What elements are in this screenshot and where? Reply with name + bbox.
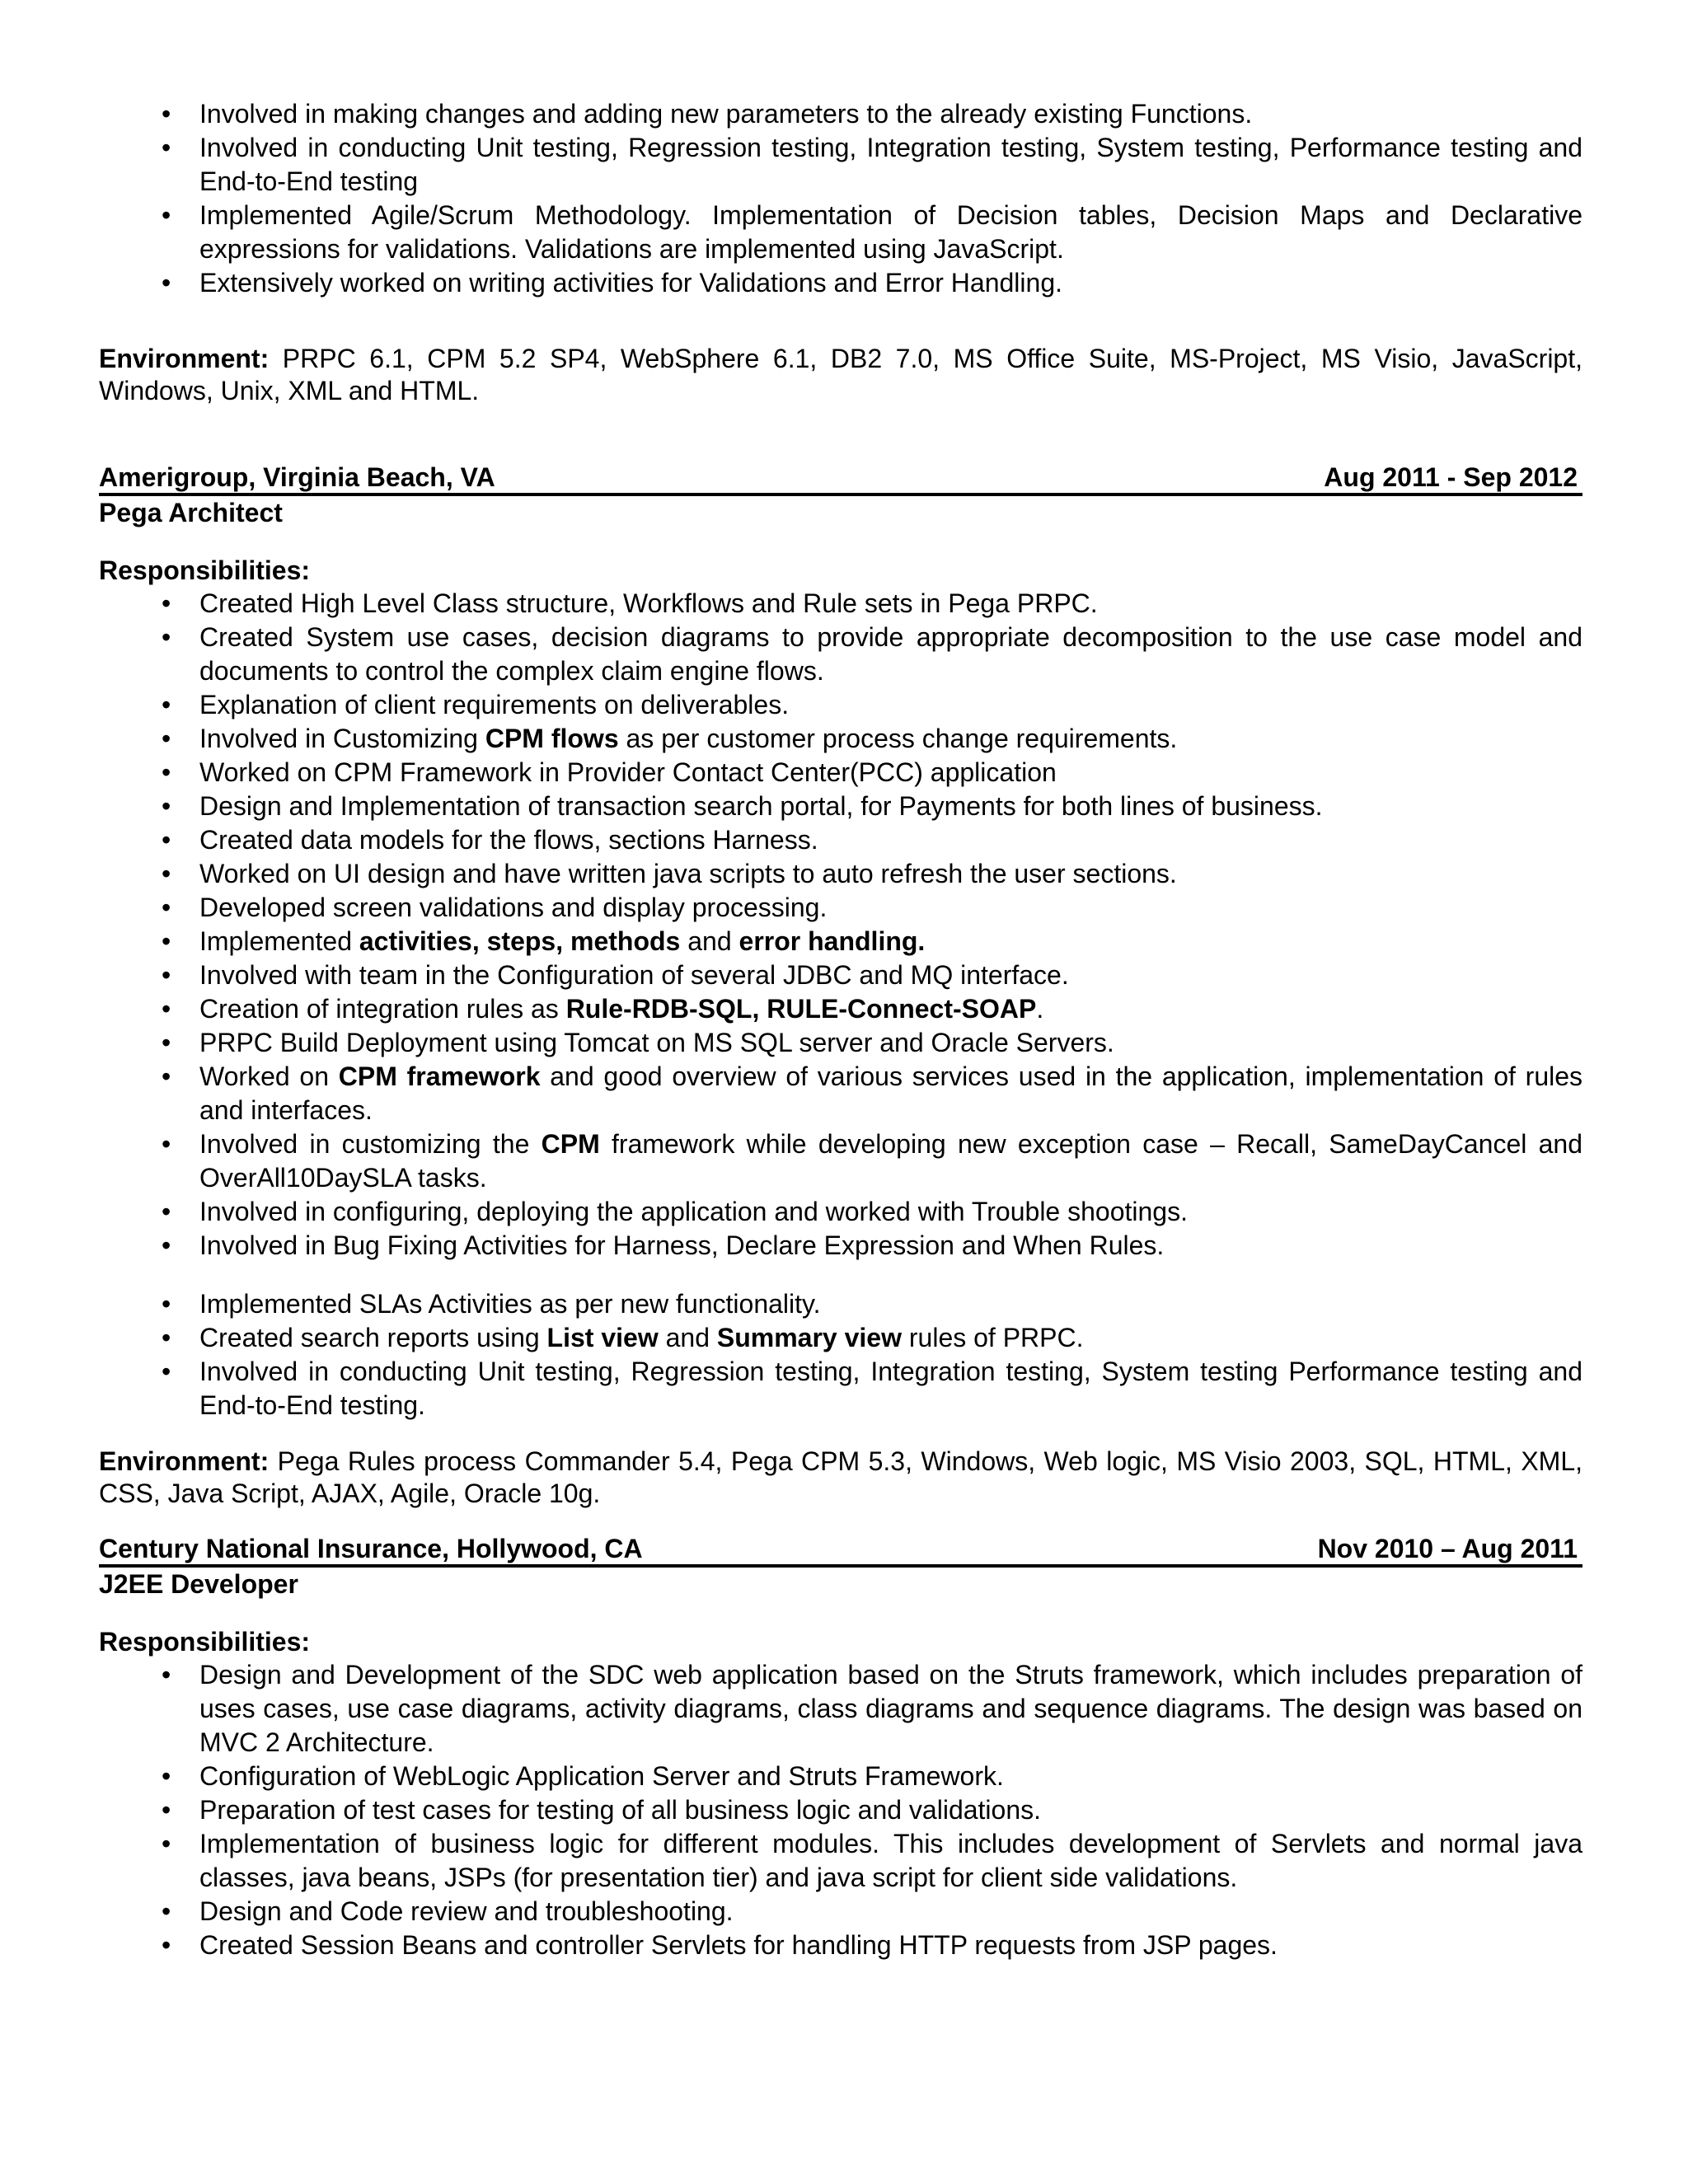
bullet-item: • Design and Code review and troubleshooting. xyxy=(99,1895,1582,1929)
company-name: Century National Insurance, Hollywood, CA xyxy=(99,1534,643,1563)
job1-bullet-list-a xyxy=(99,587,1582,1263)
bullet-item: • Involved in making changes and adding new parameters to the already existing Functions. xyxy=(99,97,1582,131)
bullet-item: • Worked on CPM Framework in Provider Contact Center(PCC) application xyxy=(99,756,1582,790)
bullet-item: • Involved in conducting Unit testing, Regression testing, Integration testing, System testing, Performance testing and End-to-End testing xyxy=(99,131,1582,199)
bullet-item: • Involved in Bug Fixing Activities for Harness, Declare Expression and When Rules. xyxy=(99,1229,1582,1263)
environment-label: Environment: xyxy=(99,1446,270,1476)
bullet-item: • Created Session Beans and controller Servlets for handling HTTP requests from JSP pages. xyxy=(99,1929,1582,1962)
bullet-item: • Created System use cases, decision diagrams to provide appropriate decomposition to the use case model and documents to control the complex claim engine flows. xyxy=(99,621,1582,688)
bullet-item: • Involved in configuring, deploying the application and worked with Trouble shootings. xyxy=(99,1195,1582,1229)
bullet-item: • Design and Development of the SDC web application based on the Struts framework, which includes preparation of uses cases, use case diagrams, activity diagrams, class diagrams and sequence diagrams. The design was based on MVC 2 Architecture. xyxy=(99,1658,1582,1760)
bullet-item: • Involved in Customizing CPM flows as per customer process change requirements. xyxy=(99,722,1582,756)
bullet-item: • Worked on UI design and have written java scripts to auto refresh the user sections. xyxy=(99,857,1582,891)
bullet-item: • Implemented SLAs Activities as per new functionality. xyxy=(99,1287,1582,1321)
environment-2 xyxy=(99,1446,1582,1510)
bullet-item: • Implemented Agile/Scrum Methodology. Implementation of Decision tables, Decision Maps and Declarative expressions for validations. Validations are implemented using JavaScript. xyxy=(99,199,1582,266)
job1-bullet-list-b xyxy=(99,1287,1582,1422)
job-dates: Aug 2011 - Sep 2012 xyxy=(1324,462,1578,492)
responsibilities-heading: Responsibilities: xyxy=(99,1627,311,1657)
bullet-item: • Explanation of client requirements on deliverables. xyxy=(99,688,1582,722)
environment-label: Environment: xyxy=(99,344,270,373)
job-dates: Nov 2010 – Aug 2011 xyxy=(1317,1534,1578,1563)
bullet-item: • Involved with team in the Configuration of several JDBC and MQ interface. xyxy=(99,958,1582,992)
bullet-item: • Created data models for the flows, sections Harness. xyxy=(99,823,1582,857)
bullet-item: • PRPC Build Deployment using Tomcat on MS SQL server and Oracle Servers. xyxy=(99,1026,1582,1060)
job2-bullet-list xyxy=(99,1658,1582,1962)
environment-1 xyxy=(99,343,1582,407)
resume-page xyxy=(99,97,1582,1962)
bullet-item: • Involved in customizing the CPM framework while developing new exception case – Recall, SameDayCancel and OverAll10DaySLA tasks. xyxy=(99,1127,1582,1195)
top-bullet-list xyxy=(99,97,1582,300)
bullet-item: • Design and Implementation of transaction search portal, for Payments for both lines of business. xyxy=(99,790,1582,823)
bullet-item: • Worked on CPM framework and good overview of various services used in the application, implementation of rules and interfaces. xyxy=(99,1060,1582,1127)
bullet-item: • Implementation of business logic for different modules. This includes development of Servlets and normal java classes, java beans, JSPs (for presentation tier) and java script for client side validations. xyxy=(99,1827,1582,1895)
bullet-item: • Implemented activities, steps, methods and error handling. xyxy=(99,925,1582,958)
job-header-century-national xyxy=(99,1533,1582,1568)
bullet-item: • Preparation of test cases for testing of all business logic and validations. xyxy=(99,1793,1582,1827)
bullet-item: • Created search reports using List view and Summary view rules of PRPC. xyxy=(99,1321,1582,1355)
responsibilities-heading: Responsibilities: xyxy=(99,555,311,585)
bullet-item: • Created High Level Class structure, Workflows and Rule sets in Pega PRPC. xyxy=(99,587,1582,621)
job-title: Pega Architect xyxy=(99,498,283,527)
bullet-item: • Creation of integration rules as Rule-RDB-SQL, RULE-Connect-SOAP. xyxy=(99,992,1582,1026)
job-title: J2EE Developer xyxy=(99,1569,298,1599)
bullet-item: • Developed screen validations and display processing. xyxy=(99,891,1582,925)
bullet-item: • Involved in conducting Unit testing, Regression testing, Integration testing, System testing Performance testing and End-to-End testing. xyxy=(99,1355,1582,1422)
environment-text: Pega Rules process Commander 5.4, Pega CPM 5.3, Windows, Web logic, MS Visio 2003, SQL, HTML, XML, CSS, Java Script, AJAX, Agile, Oracle 10g. xyxy=(99,1446,1582,1508)
bullet-item: • Configuration of WebLogic Application Server and Struts Framework. xyxy=(99,1760,1582,1793)
bullet-item: • Extensively worked on writing activities for Validations and Error Handling. xyxy=(99,266,1582,300)
environment-text: PRPC 6.1, CPM 5.2 SP4, WebSphere 6.1, DB2 7.0, MS Office Suite, MS-Project, MS Visio, JavaScript, Windows, Unix, XML and HTML. xyxy=(99,344,1582,405)
job-header-amerigroup xyxy=(99,462,1582,496)
company-name: Amerigroup, Virginia Beach, VA xyxy=(99,462,495,492)
